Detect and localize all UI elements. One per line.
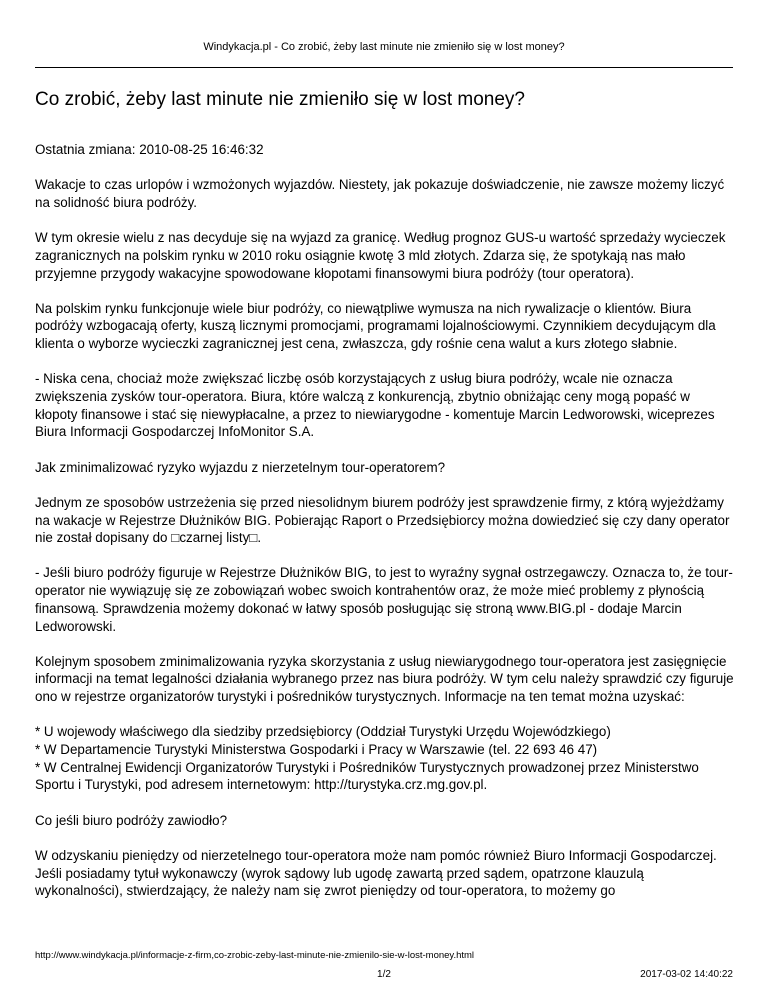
footer-url: http://www.windykacja.pl/informacje-z-firm,co-zrobic-zeby-last-minute-nie-zmienilo-sie-w-lost-money.html [35,950,475,961]
section-question: Co jeśli biuro podróży zawiodło? [35,812,228,828]
print-timestamp: 2017-03-02 14:40:22 [640,969,733,980]
info-source-list [35,723,735,794]
section-question: Jak zminimalizować ryzyko wyjazdu z nierzetelnym tour-operatorem? [35,459,446,475]
last-modified: Ostatnia zmiana: 2010-08-25 16:46:32 [35,142,264,157]
article-body [35,141,735,900]
paragraph: Wakacje to czas urlopów i wzmożonych wyjazdów. Niestety, jak pokazuje doświadczenie, nie zawsze możemy liczyć na solidność biura podróży. [35,177,725,210]
paragraph: Jednym ze sposobów ustrzeżenia się przed niesolidnym biurem podróży jest sprawdzenie firmy, z którą wyjeżdżamy na wakacje w Rejestrze Dłużników BIG. Pobierając Raport o Przedsiębiorcy można dowiedzieć się czy dany operator nie został dopisany do □czarnej listy□. [35,494,730,546]
paragraph: W tym okresie wielu z nas decyduje się na wyjazd za granicę. Według prognoz GUS-u wartość sprzedaży wycieczek zagranicznych na polskim rynku w 2010 roku osiągnie kwotę 3 mld złotych. Zdarza się, że spotykają nas mało przyjemne przygody wakacyjne spowodowane kłopotami finansowymi biura podróży (tour operatora). [35,230,726,281]
paragraph: - Jeśli biuro podróży figuruje w Rejestrze Dłużników BIG, to jest to wyraźny sygnał ostrzegawczy. Oznacza to, że tour-operator nie wywiązuję się ze zobowiązań wobec swoich kontrahentów oraz, że może mieć problemy z płynością finansową. Sprawdzenia możemy dokonać w łatwy sposób posługując się stroną www.BIG.pl - dodaje Marcin Ledworowski. [35,565,733,634]
paragraph: W odzyskaniu pieniędzy od nierzetelnego tour-operatora może nam pomóc również Biuro Informacji Gospodarczej. Jeśli posiadamy tytuł wykonawczy (wyrok sądowy lub ugodę zawartą przed sądem, opatrzone klauzulą wykonalności), stwierdzający, że należy nam się zwrot pieniędzy od tour-operatora, to możemy go [35,847,717,899]
paragraph: - Niska cena, chociaż może zwiększać liczbę osób korzystających z usług biura podróży, wcale nie oznacza zwiększenia zysków tour-operatora. Biura, które walczą z konkurencją, zbytnio obniżając ceny mogą popaść w kłopoty finansowe i stać się niewypłacalne, a przez to niewiarygodne - komentuje Marcin Ledworowski, wiceprezes Biura Informacji Gospodarczej InfoMonitor S.A. [35,371,715,440]
paragraph: Na polskim rynku funkcjonuje wiele biur podróży, co niewątpliwe wymusza na nich rywalizacje o klientów. Biura podróży wzbogacają oferty, kuszą licznymi promocjami, programami lojalnościowymi. Czynnikiem decydującym dla klienta o wyborze wycieczki zagranicznej jest cena, zwłaszcza, gdy rośnie cena walut a kurs złotego słabnie. [35,300,716,352]
page-number: 1/2 [377,969,391,980]
running-header: Windykacja.pl - Co zrobić, żeby last minute nie zmieniło się w lost money? [203,41,565,53]
list-item: * W Centralnej Ewidencji Organizatorów Turystyki i Pośredników Turystycznych prowadzonej przez Ministerstwo Sportu i Turystyki, pod adresem internetowym: http://turystyka.crz.mg.gov.pl. [35,759,699,793]
header-divider [35,67,733,68]
article-title: Co zrobić, żeby last minute nie zmieniło się w lost money? [35,89,525,110]
paragraph: Kolejnym sposobem zminimalizowania ryzyka skorzystania z usług niewiarygodnego tour-operatora jest zasięgnięcie informacji na temat legalności działania wybranego przez nas biura podróży. W tym celu należy sprawdzić czy figuruje ono w rejestrze organizatorów turystyki i pośredników turystycznych. Informacje na ten temat można uzyskać: [35,653,734,705]
list-item: * W Departamencie Turystyki Ministerstwa Gospodarki i Pracy w Warszawie (tel. 22 693 46 47) [35,742,598,758]
list-item: * U wojewody właściwego dla siedziby przedsiębiorcy (Oddział Turystyki Urzędu Wojewódzkiego) [35,724,611,740]
